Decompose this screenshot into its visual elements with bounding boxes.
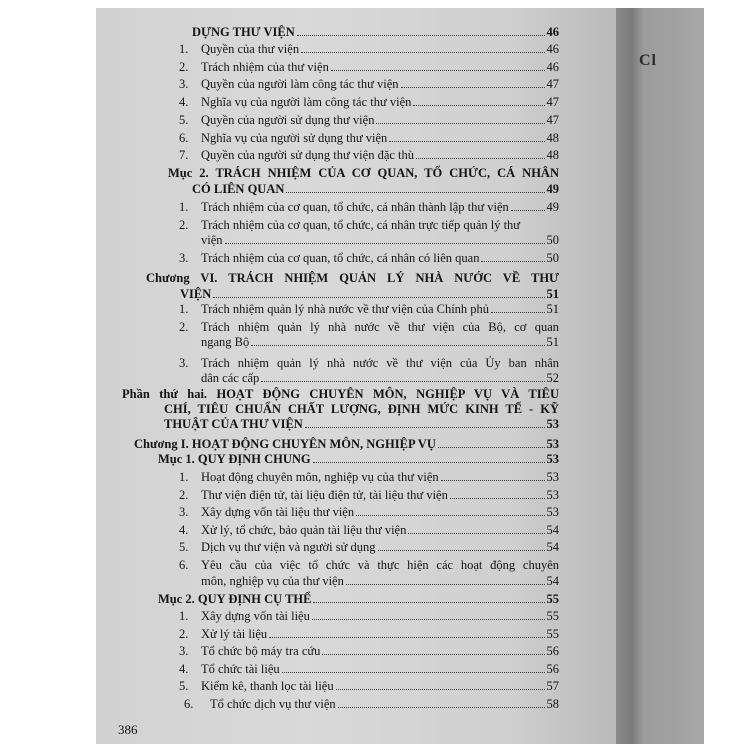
entry-title: Hoạt động chuyên môn, nghiệp vụ của thư viện (201, 470, 439, 484)
toc-chapter-1 (134, 436, 559, 452)
entry-page-number: 56 (546, 662, 559, 676)
toc-entry (179, 608, 559, 624)
entry-number: 2. (179, 218, 189, 232)
entry-title: Trách nhiệm của thư viện (201, 59, 329, 74)
entry-title: Quyền của người sử dụng thư viện đặc thù (201, 148, 415, 163)
entry-number: 2. (179, 59, 189, 74)
entry-page-number: 54 (546, 523, 559, 537)
entry-title: Dịch vụ thư viện và người sử dụng (201, 540, 376, 554)
facing-page (642, 8, 704, 744)
toc-entry (179, 678, 559, 694)
entry-title: Nghĩa vụ của người sử dụng thư viện (201, 130, 388, 145)
entry-page-number: 55 (546, 609, 559, 623)
toc-entry (179, 59, 559, 75)
leader-dots (346, 584, 545, 585)
entry-title: CÓ LIÊN QUAN (192, 182, 285, 196)
entry-title: ngang Bộ (201, 335, 250, 349)
leader-dots (225, 243, 545, 244)
entry-number: 1. (179, 42, 189, 56)
entry-page-number: 52 (546, 371, 559, 385)
entry-number: 5. (179, 679, 189, 693)
leader-dots (297, 35, 545, 36)
entry-number: 6. (179, 130, 189, 145)
entry-number: 5. (179, 112, 189, 127)
leader-dots (269, 637, 544, 638)
toc-entry (179, 76, 559, 92)
leader-dots (301, 52, 544, 53)
entry-page-number: 51 (546, 287, 559, 301)
toc-entry (179, 199, 559, 215)
leader-dots (441, 480, 545, 481)
entry-page-number: 46 (546, 42, 559, 56)
leader-dots (511, 210, 545, 211)
entry-title: Kiểm kê, thanh lọc tài liệu (201, 679, 334, 693)
toc-entry-cont (201, 370, 559, 386)
toc-entry (179, 643, 559, 659)
toc-entry-cont (201, 573, 559, 589)
toc-entry (179, 487, 559, 503)
entry-number: 1. (179, 609, 189, 623)
leader-dots (338, 707, 545, 708)
entry-title: môn, nghiệp vụ của thư viện (201, 574, 344, 588)
toc-chapter-6: Chương VI. TRÁCH NHIỆM QUẢN LÝ NHÀ NƯỚC VỀ THƯ (146, 271, 559, 285)
entry-title: Quyền của người sử dụng thư viện (201, 112, 375, 127)
entry-title: Thư viện điện tử, tài liệu điện tử, tài liệu thư viện (201, 488, 448, 502)
page-number: 386 (118, 722, 138, 737)
toc-entry (179, 147, 559, 163)
leader-dots (286, 192, 544, 193)
leader-dots (213, 297, 544, 298)
toc-entry-line: Trách nhiệm quản lý nhà nước về thư viện của Bộ, cơ quan (201, 320, 559, 334)
leader-dots (491, 312, 544, 313)
entry-page-number: 48 (546, 130, 559, 145)
entry-title: Tổ chức tài liệu (201, 662, 280, 676)
entry-title: viện (201, 233, 223, 247)
entry-number: 1. (179, 200, 189, 214)
entry-page-number: 53 (546, 505, 559, 519)
entry-page-number: 54 (546, 540, 559, 554)
toc-entry (179, 661, 559, 677)
toc-entry (179, 469, 559, 485)
entry-page-number: 50 (546, 233, 559, 247)
toc-entry (179, 504, 559, 520)
leader-dots (376, 123, 544, 124)
entry-number: 1. (179, 470, 189, 484)
entry-page-number: 51 (546, 335, 559, 349)
leader-dots (356, 515, 544, 516)
toc-part-2-cont (164, 416, 559, 432)
entry-page-number: 46 (546, 25, 559, 39)
leader-dots (312, 619, 545, 620)
leader-dots (313, 602, 544, 603)
entry-page-number: 53 (546, 452, 559, 466)
entry-number: 1. (179, 302, 189, 316)
entry-title: Nghĩa vụ của người làm công tác thư viện (201, 95, 412, 110)
table-of-contents (96, 8, 616, 744)
entry-page-number: 56 (546, 644, 559, 658)
entry-title: Trách nhiệm quản lý nhà nước về thư viện của Chính phủ (201, 302, 490, 316)
toc-entry (179, 250, 559, 266)
toc-section-muc1 (158, 451, 559, 467)
toc-entry (179, 539, 559, 555)
leader-dots (378, 550, 545, 551)
entry-number: 3. (179, 251, 189, 265)
toc-entry (179, 301, 559, 317)
leader-dots (322, 654, 544, 655)
entry-page-number: 53 (546, 437, 559, 451)
entry-page-number: 47 (546, 77, 559, 92)
leader-dots (408, 533, 544, 534)
book-page (96, 8, 616, 744)
leader-dots (251, 345, 544, 346)
entry-page-number: 48 (546, 148, 559, 163)
entry-page-number: 53 (546, 488, 559, 502)
entry-page-number: 55 (546, 627, 559, 641)
facing-page-text: Cl (639, 52, 657, 69)
leader-dots (282, 672, 545, 673)
entry-title: VIỆN (180, 287, 212, 301)
entry-number: 6. (179, 558, 189, 572)
entry-page-number: 57 (546, 679, 559, 693)
entry-number: 3. (179, 77, 189, 92)
entry-number: 4. (179, 662, 189, 676)
entry-page-number: 47 (546, 95, 559, 110)
toc-entry-line: Trách nhiệm của cơ quan, tổ chức, cá nhân trực tiếp quản lý thư (201, 218, 521, 232)
entry-number: 3. (179, 505, 189, 519)
toc-section-muc2-cont (192, 181, 559, 197)
entry-title: Quyền của người làm công tác thư viện (201, 77, 399, 92)
entry-title: Tổ chức bộ máy tra cứu (201, 644, 321, 658)
leader-dots (401, 87, 545, 88)
entry-title: Mục 1. QUY ĐỊNH CHUNG (158, 452, 311, 466)
toc-entry (179, 94, 559, 110)
entry-number: 7. (179, 148, 189, 163)
entry-title: Mục 2. QUY ĐỊNH CỤ THỂ (158, 592, 312, 606)
toc-entry (184, 696, 559, 712)
entry-number: 2. (179, 320, 189, 334)
leader-dots (305, 427, 545, 428)
toc-entry-cont (201, 334, 559, 350)
entry-title: Chương I. HOẠT ĐỘNG CHUYÊN MÔN, NGHIỆP VỤ (134, 437, 436, 451)
entry-page-number: 55 (546, 592, 559, 606)
entry-page-number: 58 (546, 697, 559, 711)
entry-number: 2. (179, 627, 189, 641)
entry-number: 4. (179, 95, 189, 110)
leader-dots (413, 105, 544, 106)
book-photo (96, 8, 704, 744)
entry-number: 6. (184, 697, 194, 711)
book-gutter (616, 8, 642, 744)
toc-entry-line: Yêu cầu của việc tổ chức và thực hiện các hoạt động chuyên (201, 558, 559, 572)
leader-dots (450, 498, 545, 499)
toc-entry (179, 130, 559, 146)
entry-title: Trách nhiệm của cơ quan, tổ chức, cá nhân có liên quan (201, 251, 480, 265)
entry-page-number: 46 (546, 59, 559, 74)
toc-entry-cont (201, 232, 559, 248)
entry-number: 3. (179, 356, 189, 370)
leader-dots (261, 381, 544, 382)
toc-entry (179, 626, 559, 642)
toc-entry (179, 41, 559, 57)
toc-part-2-line: CHÍ, TIÊU CHUẨN CHẤT LƯỢNG, ĐỊNH MỨC KINH TẾ - KỸ (164, 402, 559, 416)
entry-title: Xây dựng vốn tài liệu (201, 609, 310, 623)
entry-title: Xử lý tài liệu (201, 627, 268, 641)
entry-number: 2. (179, 488, 189, 502)
toc-entry (179, 522, 559, 538)
entry-page-number: 54 (546, 574, 559, 588)
entry-page-number: 53 (546, 470, 559, 484)
entry-title: Xây dựng vốn tài liệu thư viện (201, 505, 355, 519)
entry-title: Trách nhiệm của cơ quan, tổ chức, cá nhân thành lập thư viện (201, 200, 509, 214)
leader-dots (481, 261, 544, 262)
toc-chapter-6-cont (180, 286, 559, 302)
entry-page-number: 50 (546, 251, 559, 265)
entry-page-number: 53 (546, 417, 559, 431)
leader-dots (416, 158, 544, 159)
entry-page-number: 51 (546, 302, 559, 316)
entry-number: 4. (179, 523, 189, 537)
entry-page-number: 47 (546, 112, 559, 127)
leader-dots (389, 141, 544, 142)
toc-part-2: Phần thứ hai. HOẠT ĐỘNG CHUYÊN MÔN, NGHIỆP VỤ VÀ TIÊU (122, 387, 559, 401)
leader-dots (331, 70, 545, 71)
entry-title: Xử lý, tổ chức, bảo quản tài liệu thư viện (201, 523, 407, 537)
entry-title: Tổ chức dịch vụ thư viện (210, 697, 336, 711)
leader-dots (313, 462, 545, 463)
entry-page-number: 49 (546, 200, 559, 214)
toc-entry (179, 112, 559, 128)
entry-title: dân các cấp (201, 371, 260, 385)
entry-title: Quyền của thư viện (201, 42, 300, 56)
entry-page-number: 49 (546, 182, 559, 196)
leader-dots (438, 447, 545, 448)
entry-number: 3. (179, 644, 189, 658)
leader-dots (336, 689, 545, 690)
toc-heading-dung-thu-vien (192, 24, 559, 40)
toc-section-muc2: Mục 2. TRÁCH NHIỆM CỦA CƠ QUAN, TỔ CHỨC, CÁ NHÂN (168, 166, 559, 180)
entry-title: DỰNG THƯ VIỆN (192, 25, 295, 39)
entry-title: THUẬT CỦA THƯ VIỆN (164, 417, 303, 431)
entry-number: 5. (179, 540, 189, 554)
toc-section-muc2-quy-dinh (158, 591, 559, 607)
toc-entry-line: Trách nhiệm quản lý nhà nước về thư viện của Ủy ban nhân (201, 356, 559, 370)
